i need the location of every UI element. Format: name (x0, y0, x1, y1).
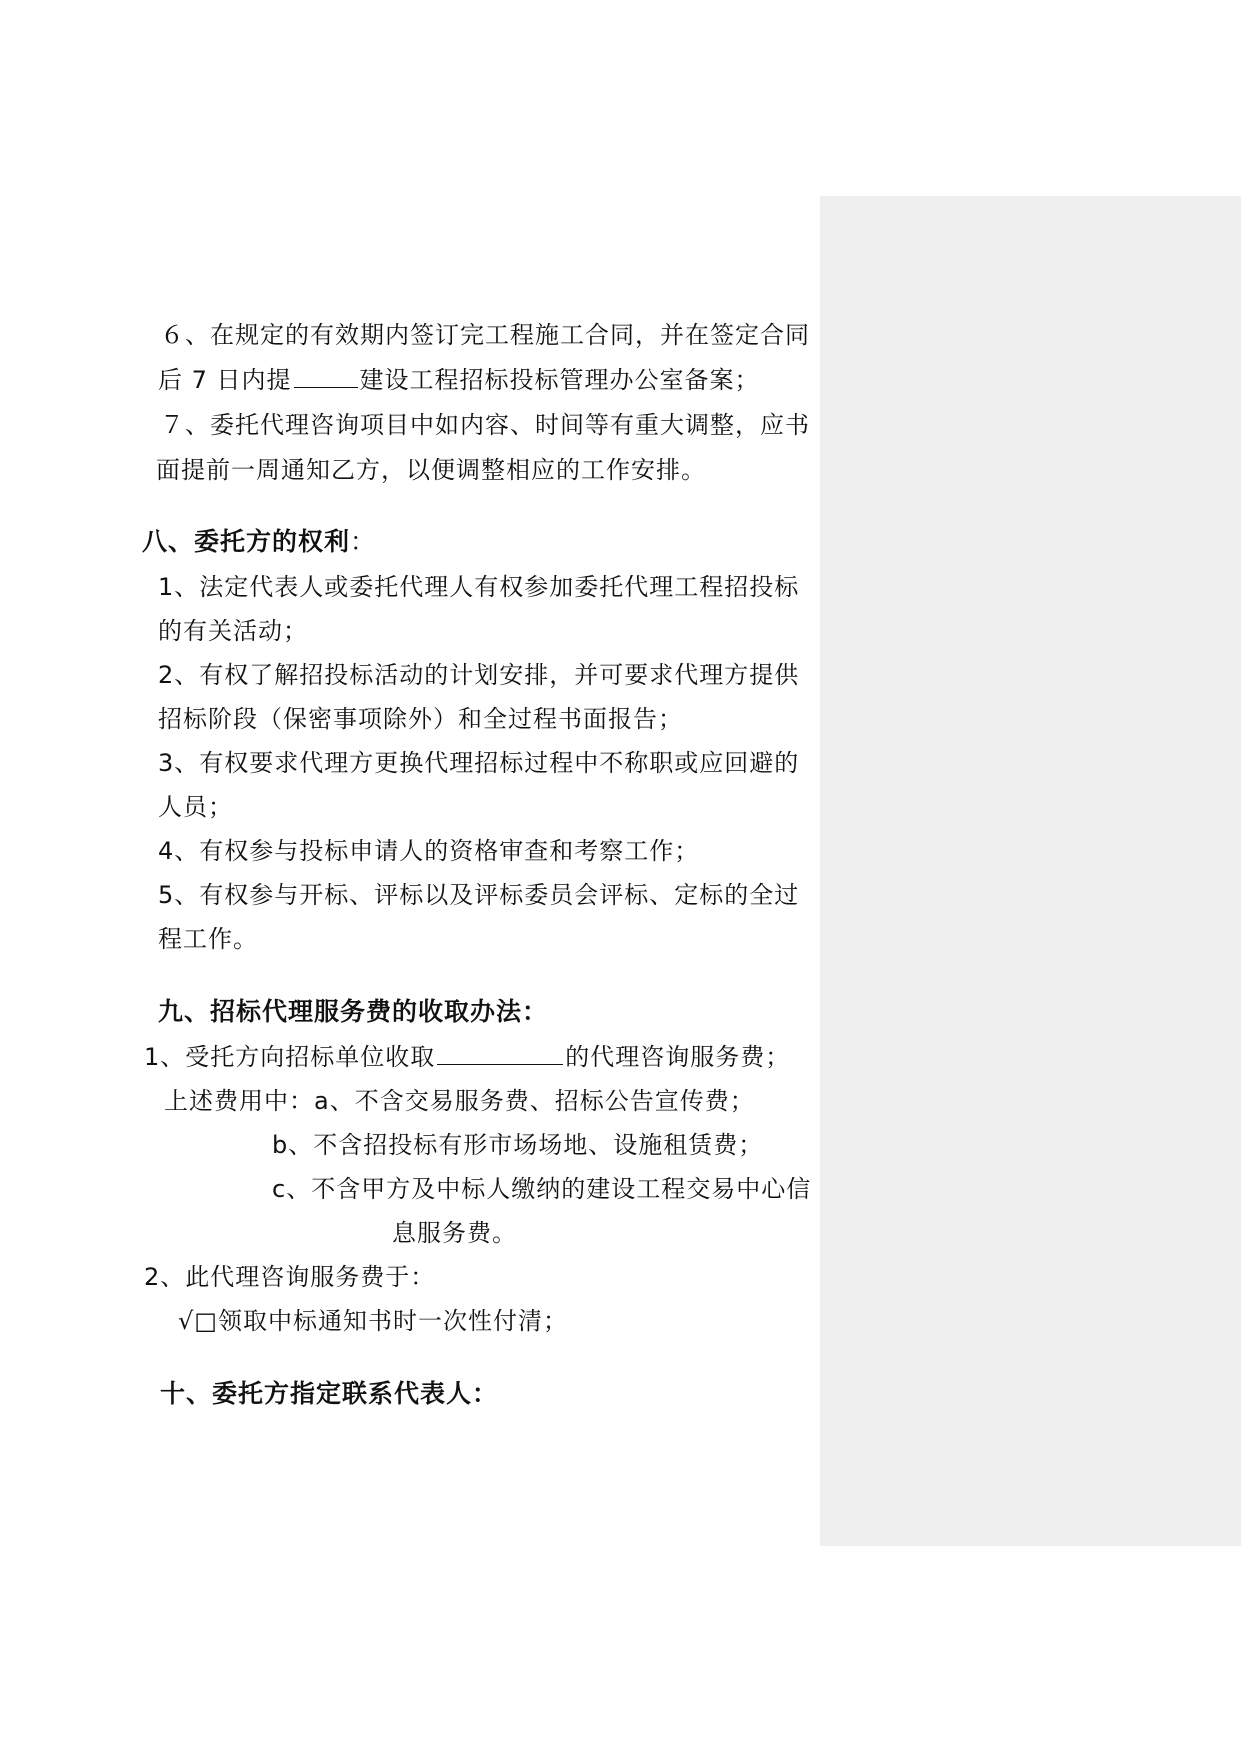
fee-exclusion-b: b、不含招投标有形市场场地、设施租赁费； (272, 1131, 764, 1159)
section-9-heading: 九、招标代理服务费的收取办法： (158, 997, 549, 1026)
section-8-line: 2、有权了解招投标活动的计划安排，并可要求代理方提供 (158, 661, 800, 689)
clause-6-line-1: ６、在规定的有效期内签订完工程施工合同，并在签定合同 (160, 321, 810, 349)
section-8-heading-colon: ： (350, 527, 377, 556)
fee-exclusion-c: c、不含甲方及中标人缴纳的建设工程交易中心信 (272, 1175, 812, 1203)
fee-exclusion-c-cont: 息服务费。 (392, 1219, 517, 1247)
section-8-line: 人员； (158, 793, 233, 821)
clause-7-line-1: ７、委托代理咨询项目中如内容、时间等有重大调整，应书 (160, 411, 810, 439)
section-8-line: 4、有权参与投标申请人的资格审查和考察工作； (158, 837, 700, 865)
section-8-heading-text: 八、委托方的权利 (142, 527, 351, 556)
clause-6-line-2 (158, 363, 760, 397)
section-8-heading (142, 525, 376, 559)
section-8-line: 3、有权要求代理方更换代理招标过程中不称职或应回避的 (158, 749, 800, 777)
fee-blank[interactable] (437, 1044, 563, 1065)
section-8-line: 程工作。 (158, 925, 258, 953)
clause-6-text-before: 后 7 日内提 (158, 366, 292, 394)
section-8-line: 1、法定代表人或委托代理人有权参加委托代理工程招投标 (158, 573, 800, 601)
section-8-line: 的有关活动； (158, 617, 308, 645)
section-9-item-1-after: 的代理咨询服务费； (565, 1043, 791, 1071)
fee-exclusion-a: 上述费用中：a、不含交易服务费、招标公告宣传费； (164, 1087, 755, 1115)
payment-option-checkbox[interactable]: √□领取中标通知书时一次性付清； (178, 1307, 568, 1335)
comment-pane (820, 196, 1241, 1546)
section-9-item-1-before: 1、受托方向招标单位收取 (144, 1043, 436, 1071)
clause-6-blank[interactable] (294, 367, 358, 388)
section-9-item-1 (144, 1040, 790, 1074)
section-10-heading: 十、委托方指定联系代表人： (160, 1379, 499, 1408)
section-8-line: 招标阶段（保密事项除外）和全过程书面报告； (158, 705, 683, 733)
clause-6-text-after: 建设工程招标投标管理办公室备案； (359, 366, 760, 394)
section-8-line: 5、有权参与开标、评标以及评标委员会评标、定标的全过 (158, 881, 800, 909)
section-9-item-2: 2、此代理咨询服务费于： (144, 1263, 436, 1291)
clause-7-line-2: 面提前一周通知乙方，以便调整相应的工作安排。 (156, 456, 706, 484)
